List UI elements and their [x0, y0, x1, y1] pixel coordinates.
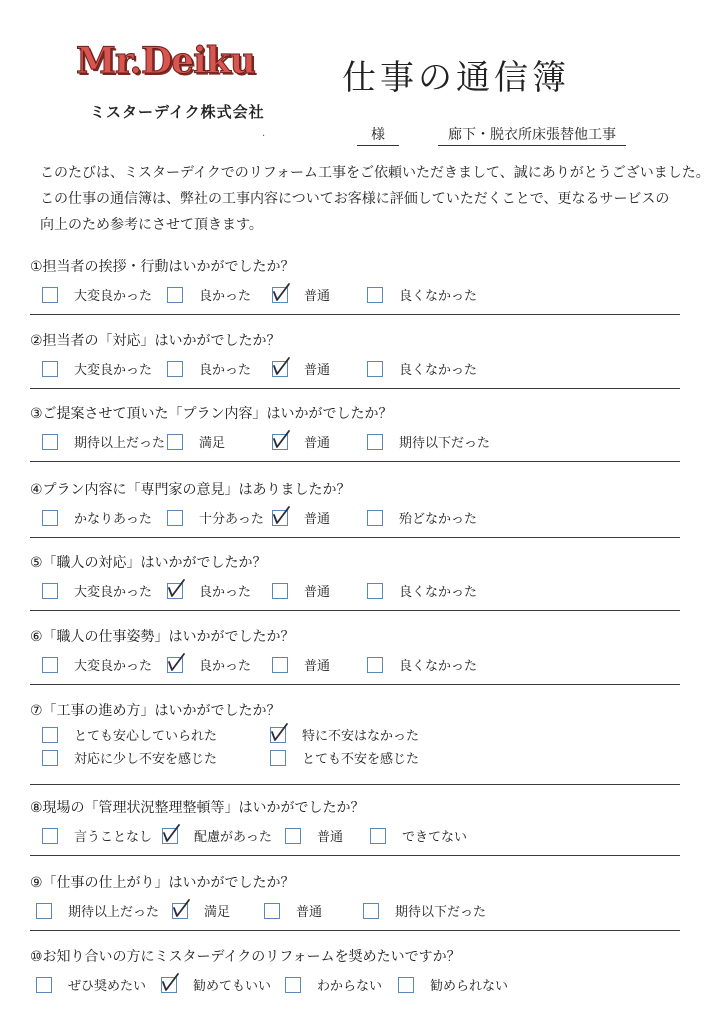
checkbox-checked[interactable]	[272, 434, 288, 450]
checkbox-checked[interactable]	[272, 361, 288, 377]
checkbox[interactable]	[42, 657, 58, 673]
intro-line: このたびは、ミスターデイクでのリフォーム工事をご依頼いただきまして、誠にありがとうございました。	[40, 165, 710, 181]
option-label: 殆どなかった	[399, 512, 478, 527]
answer-option[interactable]	[42, 748, 217, 767]
checkbox[interactable]	[270, 750, 286, 766]
option-label: とても不安を感じた	[302, 752, 420, 767]
option-label: 勧めてもいい	[193, 979, 272, 994]
answer-option[interactable]	[272, 285, 330, 304]
answer-option[interactable]	[272, 655, 330, 674]
checkbox[interactable]	[42, 727, 58, 743]
checkbox[interactable]	[367, 583, 383, 599]
checkbox-checked[interactable]	[162, 828, 178, 844]
checkbox[interactable]	[42, 361, 58, 377]
checkbox[interactable]	[167, 510, 183, 526]
checkbox[interactable]	[367, 287, 383, 303]
answer-option[interactable]	[167, 285, 251, 304]
checkbox[interactable]	[42, 828, 58, 844]
question-title: ②担当者の「対応」はいかがでしたか？	[30, 333, 281, 349]
question-title: ⑨「仕事の仕上がり」はいかがでしたか？	[30, 875, 295, 891]
customer-honorific: 様	[357, 124, 399, 146]
answer-option[interactable]	[42, 581, 152, 600]
question-title: ①担当者の挨拶・行動はいかがでしたか？	[30, 259, 295, 275]
option-label: 対応に少し不安を感じた	[74, 752, 218, 767]
section-divider	[30, 314, 680, 315]
checkbox[interactable]	[370, 828, 386, 844]
checkbox[interactable]	[167, 361, 183, 377]
checkbox[interactable]	[367, 434, 383, 450]
checkbox[interactable]	[36, 977, 52, 993]
answer-option[interactable]	[42, 655, 152, 674]
checkbox[interactable]	[42, 287, 58, 303]
checkbox[interactable]	[167, 434, 183, 450]
option-label: わからない	[317, 979, 383, 994]
checkmark-icon	[160, 972, 180, 994]
section-divider	[30, 855, 680, 856]
answer-option[interactable]	[367, 432, 490, 451]
answer-option[interactable]	[367, 581, 477, 600]
option-label: 普通	[304, 436, 331, 451]
answer-option[interactable]	[370, 826, 467, 845]
answer-option[interactable]	[367, 508, 477, 527]
answer-option[interactable]	[42, 725, 217, 744]
option-label: 大変良かった	[74, 659, 153, 674]
option-label: 期待以上だった	[74, 436, 166, 451]
section-divider	[30, 610, 680, 611]
checkbox-checked[interactable]	[272, 510, 288, 526]
answer-option[interactable]	[36, 901, 159, 920]
checkbox[interactable]	[272, 583, 288, 599]
answer-option[interactable]	[272, 432, 330, 451]
answer-option[interactable]	[36, 975, 146, 994]
checkmark-icon	[269, 722, 289, 744]
option-label: 期待以下だった	[399, 436, 491, 451]
section-divider	[30, 684, 680, 685]
option-label: 言うことなし	[74, 830, 153, 845]
option-label: 良くなかった	[399, 363, 478, 378]
question-title: ③ご提案させて頂いた「プラン内容」はいかがでしたか？	[30, 406, 393, 422]
answer-option[interactable]	[367, 285, 477, 304]
answer-option[interactable]	[172, 901, 230, 920]
answer-option[interactable]	[270, 725, 419, 744]
answer-option[interactable]	[363, 901, 486, 920]
option-label: 普通	[317, 830, 344, 845]
answer-option[interactable]	[167, 432, 225, 451]
question-title: ⑥「職人の仕事姿勢」はいかがでしたか？	[30, 629, 295, 645]
option-label: 普通	[304, 659, 331, 674]
option-label: 満足	[199, 436, 226, 451]
checkbox[interactable]	[42, 583, 58, 599]
option-label: ぜひ奨めたい	[68, 979, 147, 994]
checkbox[interactable]	[398, 977, 414, 993]
answer-option[interactable]	[42, 826, 152, 845]
option-label: 良くなかった	[399, 659, 478, 674]
checkbox[interactable]	[367, 510, 383, 526]
option-label: 良かった	[199, 659, 252, 674]
answer-option[interactable]	[285, 826, 343, 845]
answer-option[interactable]	[42, 432, 165, 451]
option-label: 勧められない	[430, 979, 509, 994]
checkbox[interactable]	[363, 903, 379, 919]
option-label: 良かった	[199, 289, 252, 304]
checkmark-icon	[271, 505, 291, 527]
checkbox-checked[interactable]	[270, 727, 286, 743]
option-label: 普通	[304, 512, 331, 527]
checkbox[interactable]	[42, 434, 58, 450]
checkbox[interactable]	[36, 903, 52, 919]
checkbox-checked[interactable]	[167, 583, 183, 599]
customer-name-field: .	[262, 128, 266, 139]
option-label: 十分あった	[199, 512, 264, 527]
checkbox[interactable]	[285, 977, 301, 993]
checkbox[interactable]	[285, 828, 301, 844]
checkmark-icon	[166, 578, 186, 600]
option-label: 期待以上だった	[68, 905, 160, 920]
option-label: 大変良かった	[74, 289, 153, 304]
question-title: ⑦「工事の進め方」はいかがでしたか？	[30, 703, 281, 719]
checkmark-icon	[166, 652, 186, 674]
company-logo: Mr.Deiku	[76, 40, 255, 82]
checkbox-checked[interactable]	[167, 657, 183, 673]
answer-option[interactable]	[272, 508, 330, 527]
option-label: 期待以下だった	[395, 905, 487, 920]
checkmark-icon	[161, 823, 181, 845]
section-divider	[30, 461, 680, 462]
option-label: 満足	[204, 905, 231, 920]
answer-option[interactable]	[264, 901, 322, 920]
option-label: 普通	[296, 905, 323, 920]
answer-option[interactable]	[285, 975, 382, 994]
checkmark-icon	[271, 282, 291, 304]
answer-option[interactable]	[42, 359, 152, 378]
checkbox-checked[interactable]	[272, 287, 288, 303]
answer-option[interactable]	[162, 826, 272, 845]
option-label: 配慮があった	[194, 830, 272, 845]
question-title: ⑤「職人の対応」はいかがでしたか？	[30, 555, 267, 571]
checkbox-checked[interactable]	[172, 903, 188, 919]
intro-line: この仕事の通信簿は、弊社の工事内容についてお客様に評価していただくことで、更なるサービスの	[40, 191, 670, 207]
question-title: ⑧現場の「管理状況整理整頓等」はいかがでしたか？	[30, 800, 365, 816]
answer-option[interactable]	[270, 748, 419, 767]
document-title: 仕事の通信簿	[342, 58, 570, 98]
question-title: ⑩お知り合いの方にミスターデイクのリフォームを奨めたいですか？	[30, 949, 461, 965]
section-divider	[30, 930, 680, 931]
answer-option[interactable]	[367, 359, 477, 378]
answer-option[interactable]	[42, 508, 152, 527]
option-label: とても安心していられた	[74, 729, 218, 744]
answer-option[interactable]	[167, 581, 251, 600]
answer-option[interactable]	[167, 359, 251, 378]
checkbox[interactable]	[272, 657, 288, 673]
answer-option[interactable]	[42, 285, 152, 304]
answer-option[interactable]	[398, 975, 508, 994]
answer-option[interactable]	[167, 508, 264, 527]
intro-line: 向上のため参考にさせて頂きます。	[40, 217, 263, 233]
option-label: 普通	[304, 363, 331, 378]
checkbox[interactable]	[167, 287, 183, 303]
answer-option[interactable]	[161, 975, 271, 994]
option-label: 良くなかった	[399, 289, 478, 304]
company-name: ミスターデイク株式会社	[90, 103, 265, 121]
project-name: 廊下・脱衣所床張替他工事	[438, 124, 626, 146]
checkbox[interactable]	[264, 903, 280, 919]
answer-option[interactable]	[367, 655, 477, 674]
option-label: 普通	[304, 585, 331, 600]
answer-option[interactable]	[167, 655, 251, 674]
section-divider	[30, 388, 680, 389]
question-title: ④プラン内容に「専門家の意見」はありましたか？	[30, 482, 351, 498]
answer-option[interactable]	[272, 359, 330, 378]
checkmark-icon	[271, 429, 291, 451]
option-label: 特に不安はなかった	[302, 729, 420, 744]
section-divider	[30, 784, 680, 785]
option-label: かなりあった	[74, 512, 152, 527]
intro-text	[40, 160, 710, 238]
checkmark-icon	[271, 356, 291, 378]
option-label: 良かった	[199, 363, 252, 378]
checkbox[interactable]	[367, 361, 383, 377]
checkmark-icon	[171, 898, 191, 920]
checkbox-checked[interactable]	[161, 977, 177, 993]
option-label: できてない	[402, 830, 468, 845]
option-label: 大変良かった	[74, 585, 153, 600]
option-label: 良かった	[199, 585, 252, 600]
option-label: 大変良かった	[74, 363, 153, 378]
option-label: 普通	[304, 289, 331, 304]
checkbox[interactable]	[42, 750, 58, 766]
checkbox[interactable]	[367, 657, 383, 673]
checkbox[interactable]	[42, 510, 58, 526]
section-divider	[30, 537, 680, 538]
answer-option[interactable]	[272, 581, 330, 600]
option-label: 良くなかった	[399, 585, 478, 600]
